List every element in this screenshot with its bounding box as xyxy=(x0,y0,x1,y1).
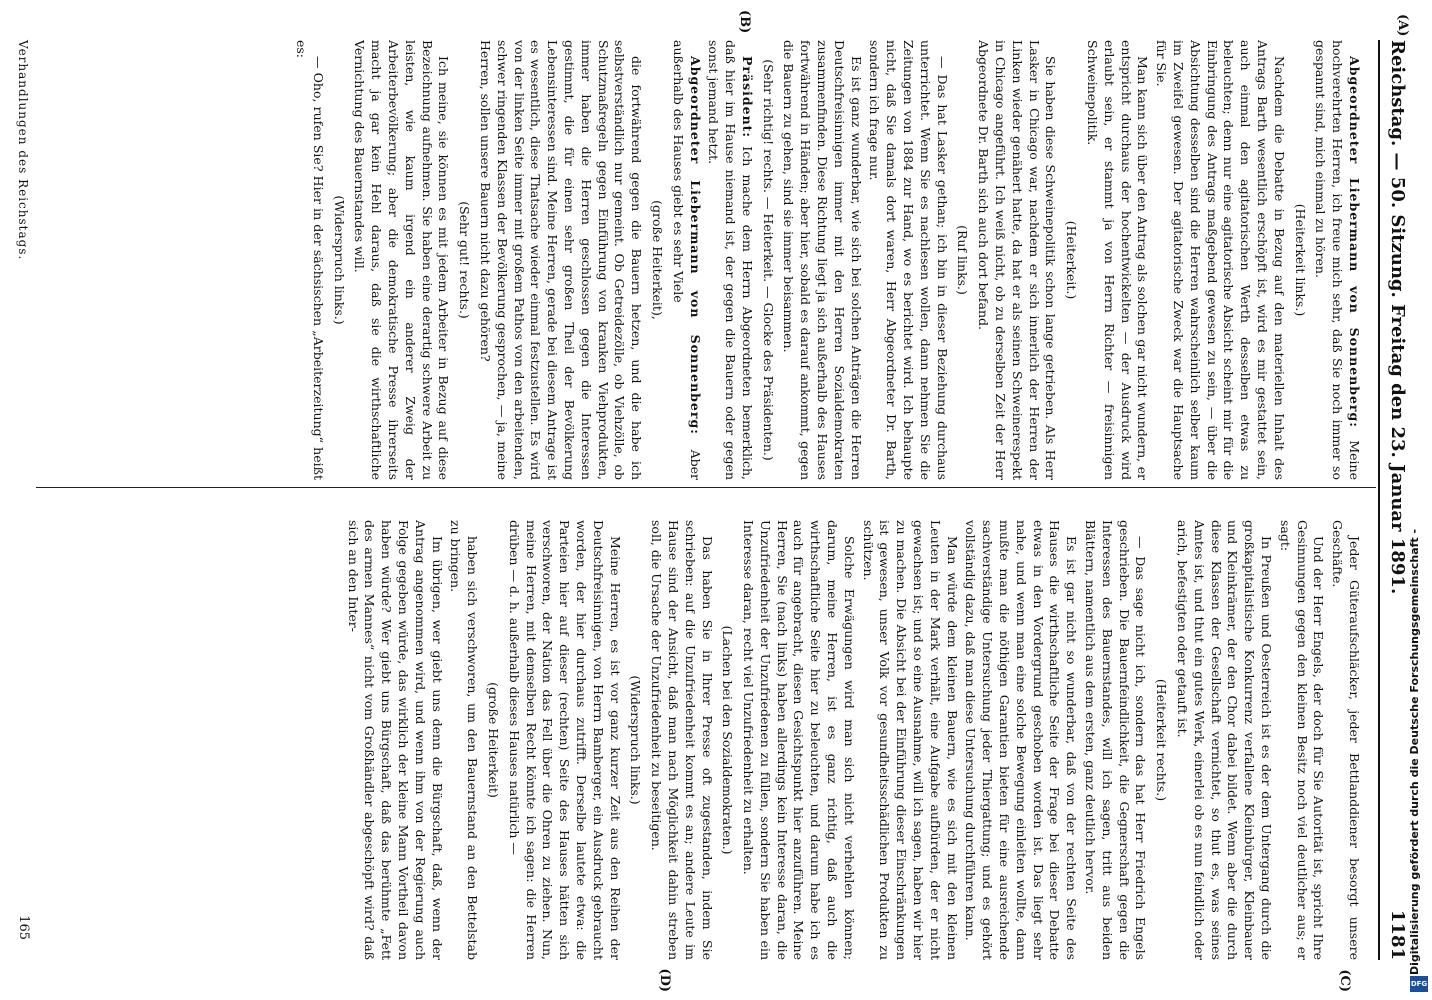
paragraph-text: Man würde dem kleinen Bauern, wie es sich mit den kleinen Leuten in der Mark verhält, eine Aufgabe aufbürden, der er nicht gewachsen ist; und so eine Ausnahme, will ich sagen, haben wir hier zu machen. Die Absicht bei der Einführung dieser Einschränkungen ist gewesen, unser Volk vor gesundheitsschädlichen Produkten zu schützen. xyxy=(860,520,960,960)
interjection: (große Heiterkeit) xyxy=(485,682,501,798)
paragraph xyxy=(669,40,703,480)
paragraph-text: Im übrigen, wer giebt uns denn die Bürgschaft, daß, wenn der Antrag angenommen wird, und wenn ihm von der Regierung auch Folge gegeben würde, das wirklich der kleine Mann Vortheil davon haben würde? Wer giebt uns Bürgschaft, daß das berühmte „Fett des armen Mannes“ nicht vom Großhändler abgeschöpft wird? daß sich an den Inter- xyxy=(345,520,445,960)
right-column xyxy=(40,520,1362,960)
paragraph xyxy=(1276,520,1326,960)
paragraph-text: Sie haben diese Schweinepolitik schon lange getrieben. Als Herr Lasker in Chicago war, nachdem er sich innerlich der Herren der Linken wieder genähert hatte, da hat er als seinen Schweinerespekt in Chicago angeführt. Ich weiß nicht, ob zu derselben Zeit der Herr Abgeordnete Dr. Barth sich auch dort befand. xyxy=(976,40,1059,480)
margin-marker-c: (C) xyxy=(1337,969,1352,992)
paragraph-text: Das haben Sie in Ihrer Presse oft zugestanden, indem Sie schrieben: auf die Unzufriedenheit kommt es an; andere Leute im Hause sind der Ansicht, daß man nach Möglichkeit dahin streben soll, die Ursache der Unzufriedenheit zu beseitigen. xyxy=(649,520,715,960)
paragraph-text: Und der Herr Engels, der doch für Sie Autorität ist, spricht Ihre Gesinnungen gegen den kleinen Besitz noch viel deutlicher aus; er sagt: xyxy=(1277,520,1327,960)
paragraph xyxy=(351,40,452,480)
paragraph-text: Aber außerhalb des Hauses giebt es sehr Viele xyxy=(670,40,703,480)
footer-page-number: 165 xyxy=(16,915,31,940)
paragraph xyxy=(962,520,1080,960)
paragraph-text: Ich meine, sie können es mit jedem Arbeiter in Bezug auf diese Bezeichnung aufnehmen. Sie haben eine derartig schwere Arbeit zu leisten, wie kaum irgend ein anderer Zweig der Arbeiterbevölkerung; aber die demokratische Presse ihrerseits macht ja gar kein Hehl daraus, daß sie die wirthschaftliche Vernichtung des Bauernstandes will. xyxy=(352,40,452,480)
paragraph xyxy=(476,40,644,480)
interjection: (Heiterkeit.) xyxy=(1064,220,1080,300)
paragraph xyxy=(780,40,864,480)
left-column xyxy=(40,40,1362,480)
paragraph xyxy=(859,520,960,960)
paragraph-text: Nachdem die Debatte in Bezug auf den materiellen Inhalt des Antrags Barth wesentlich erschöpft ist, wird es mir gestattet sein, auch einmal den agitatorischen Werth desselben etwas zu beleuchten; denn nur eine agitatorische Absicht scheint mir für die Einbringung des Antrags maßgebend gewesen zu sein, — über die Absichtung desselben sind die Herren wahrscheinlich selber kaum im Zweifel gewesen. Der agitatorische Zweck war die Hauptsache für Sie. xyxy=(1154,40,1287,480)
paragraph-text: — Das hat Lasker gethan; ich bin in dieser Beziehung durchaus unterrichtet. Wenn Sie es nachlesen wollen, dann nehmen Sie die Zeitungen von 1884 zur Hand, wo es berichtet wird. Ich behaupte nicht, daß Sie damals dort waren, Herr Abgeordneter Dr. Barth, sondern ich frage nur. xyxy=(867,40,950,480)
speaker-name: Abgeordneter Liebermann von Sonnenberg: xyxy=(1347,56,1362,428)
paragraph xyxy=(1152,40,1286,480)
paragraph xyxy=(447,520,481,960)
interjection: (große Heiterkeit), xyxy=(649,200,665,320)
paragraph-text: Man kann sich über den Antrag als solchen gar nicht wundern, er entspricht durchaus der hochentwickelten — der Ausdruck wird erlaubt sein, er stammt ja von Herrn Richter — freisinnigen Schweinepolitik. xyxy=(1085,40,1151,480)
speaker-name: Abgeordneter Liebermann von Sonnenberg: xyxy=(687,56,703,435)
paragraph xyxy=(1312,40,1362,480)
paragraph xyxy=(1083,40,1150,480)
interjection: (Sehr gut! rechts.) xyxy=(457,201,473,319)
paragraph xyxy=(647,520,714,960)
margin-marker-d: (D) xyxy=(657,968,672,992)
digitization-note xyxy=(1404,60,1428,980)
digitization-note-text: Digitalisierung gefördert durch die Deutsche Forschungsgemeinschaft - xyxy=(1408,528,1421,975)
header-title: Reichstag. — 50. Sitzung. Freitag den 23. Januar 1891. xyxy=(1387,40,1408,595)
paragraph xyxy=(705,40,755,480)
paragraph-text: In Preußen und Oesterreich ist es der dem Untergang durch die großkapitalistische Konkurrenz verfallene Kleinbürger, Kleinbauer und Kleinkrämer, der den Chor dabei bildet. Wenn aber die durch diese Klassen der Gesellschaft vernichtet, so thut es, was seines Amtes ist, und thut ein gutes Werk, einerlei ob es nun feindlich oder arich, befestigten oder getauft ist. xyxy=(1175,520,1275,960)
interjection: (Widerspruch links.) xyxy=(331,195,347,325)
footer-source: Verhandlungen des Reichstags. xyxy=(16,40,30,261)
interjection: (Heiterkeit rechts.) xyxy=(1154,678,1170,802)
interjection: (Widerspruch links.) xyxy=(628,675,644,805)
speaker-name: Präsident: xyxy=(739,56,755,139)
paragraph-text: Ich mache dem Herrn Abgeordneten bemerklich, daß hier im Hause niemand ist, der gegen die Bauern oder gegen sonst jemand hetzt. xyxy=(706,40,755,480)
paragraph-text: — Oho, rufen Sie? Hier in der sächsischen „Arbeiterzeitung“ heißt es: xyxy=(293,40,326,480)
interjection: (Lachen bei den Sozialdemokraten.) xyxy=(720,625,736,855)
paragraph-text: haben sich verschworen, um den Bauernstand an den Bettelstab zu bringen. xyxy=(448,520,481,960)
paragraph xyxy=(866,40,950,480)
paragraph xyxy=(505,520,623,960)
paragraph-text: Jeder Güteraufschläcker, jeder Bettlanddiener besorgt unsere Geschäfte. xyxy=(1330,520,1362,960)
paragraph xyxy=(292,40,326,480)
margin-marker-a: (A) xyxy=(1395,14,1410,37)
paragraph-text: Meine Herren, es ist vor ganz kurzer Zeit aus den Reihen der Deutschfreisinnigen, von Herrn Bamberger, ein Ausdruck gebraucht worden, der hier durchaus zutrifft. Derselbe lautete etwa: die Parteien hier auf dieser (rechten) Seite des Hauses hätten sich verschworen, der Nation das Fell über die Ohren zu ziehen. Nun, meine Herren, mit demselben Recht könnte ich sagen: die Herren drüben — d. h. außerhalb dieses Hauses natürlich — xyxy=(506,520,623,960)
margin-marker-b: (B) xyxy=(737,10,752,34)
interjection: (Heiterkeit links.) xyxy=(1292,203,1308,317)
interjection: (Sehr richtig! rechts. — Heiterkeit. — Glocke des Präsidenten.) xyxy=(760,59,776,461)
paragraph-text: Es ist gar nicht so wunderbar, daß von der rechten Seite des Hauses die wirthschaftliche Seite der Frage bei dieser Debatte etwas in den Vordergrund geschoben worden ist. Das liegt sehr nahe, und wenn man eine solche Bewegung einleiten wollte, dann mußte man die nöthigen Garantien bieten für eine ausreichende sachverständige Untersuchung jeder Thiergattung; und es gehört vollständig dazu, daß man diese Untersuchung durchführen kann. xyxy=(963,520,1080,960)
interjection: (Ruf links.) xyxy=(955,225,971,295)
paragraph xyxy=(344,520,445,960)
paragraph-text: Es ist ganz wunderbar, wie sich bei solchen Anträgen die Herren Deutschfreisinnigen immer mit den Herren Sozialdemokraten zusammenfinden. Diese Richtung liegt ja sich außerhalb des Hauses fortwährend in Händen; aber hier, sobald es darauf ankommt, gegen die Bauern zu gehen, sind sie immer beisammen. xyxy=(781,40,864,480)
paragraph-text: — Das sage nicht ich, sondern das hat Herr Friedrich Engels geschrieben. Die Bauernfeindlichkeit, die Gegnerschaft gegen die Interessen des Bauernstandes, will ich sagen, tritt aus beiden Blättern, namentlich aus dem ersten, ganz deutlich hervor. xyxy=(1083,520,1149,960)
paragraph xyxy=(1173,520,1274,960)
paragraph xyxy=(1328,520,1362,960)
paragraph-text: Meine hochverehrten Herren, ich freue mich sehr, daß Sie noch immer so gespannt sind, mich einmal zu hören. xyxy=(1313,40,1362,480)
paragraph xyxy=(974,40,1058,480)
paragraph-text: die fortwährend gegen die Bauern hetzen, und die habe ich selbstverständlich nur gemeint. Ob Getreidezölle, ob Viehzölle, ob Schutzmaßregeln gegen Einführung von kranken Viehprodukten, immer haben die Herren geschlossen gegen die Interessen gestimmt, die für einen sehr großen Theil der Bevölkerung Lebensinteressen sind. Meine Herren, gerade bei diesem Antrage ist es wesentlich, diese Thatsache wieder einmal festzustellen. Es wird von der linken Seite immer mit großem Pathos von den arbeitenden, schwer ringenden Klassen der Bevölkerung gesprochen, — ja, meine Herren, sollen unsere Bauern nicht dazu gehören? xyxy=(477,40,645,480)
paragraph-text: Solche Erwägungen wird man sich nicht verhehlen können; darum, meine Herren, ist es ganz richtig, daß auch die wirthschaftliche Seite hier zu beleuchten, und darum habe ich es auch für angebracht, diesen Gesichtspunkt hier anzuführen. Meine Herren, Sie (nach links) haben allerdings kein Interesse daran, die Unzufriedenheit der Unzufriedenen zu füllen, sondern Sie haben ein Interesse daran, recht viel Unzufriedenheit zu erhalten. xyxy=(741,520,857,960)
paragraph xyxy=(1081,520,1148,960)
column-divider xyxy=(36,487,1376,488)
paragraph xyxy=(739,520,857,960)
dfg-logo: DFG xyxy=(1410,976,1428,992)
header-page-number: 1181 xyxy=(1387,909,1408,960)
